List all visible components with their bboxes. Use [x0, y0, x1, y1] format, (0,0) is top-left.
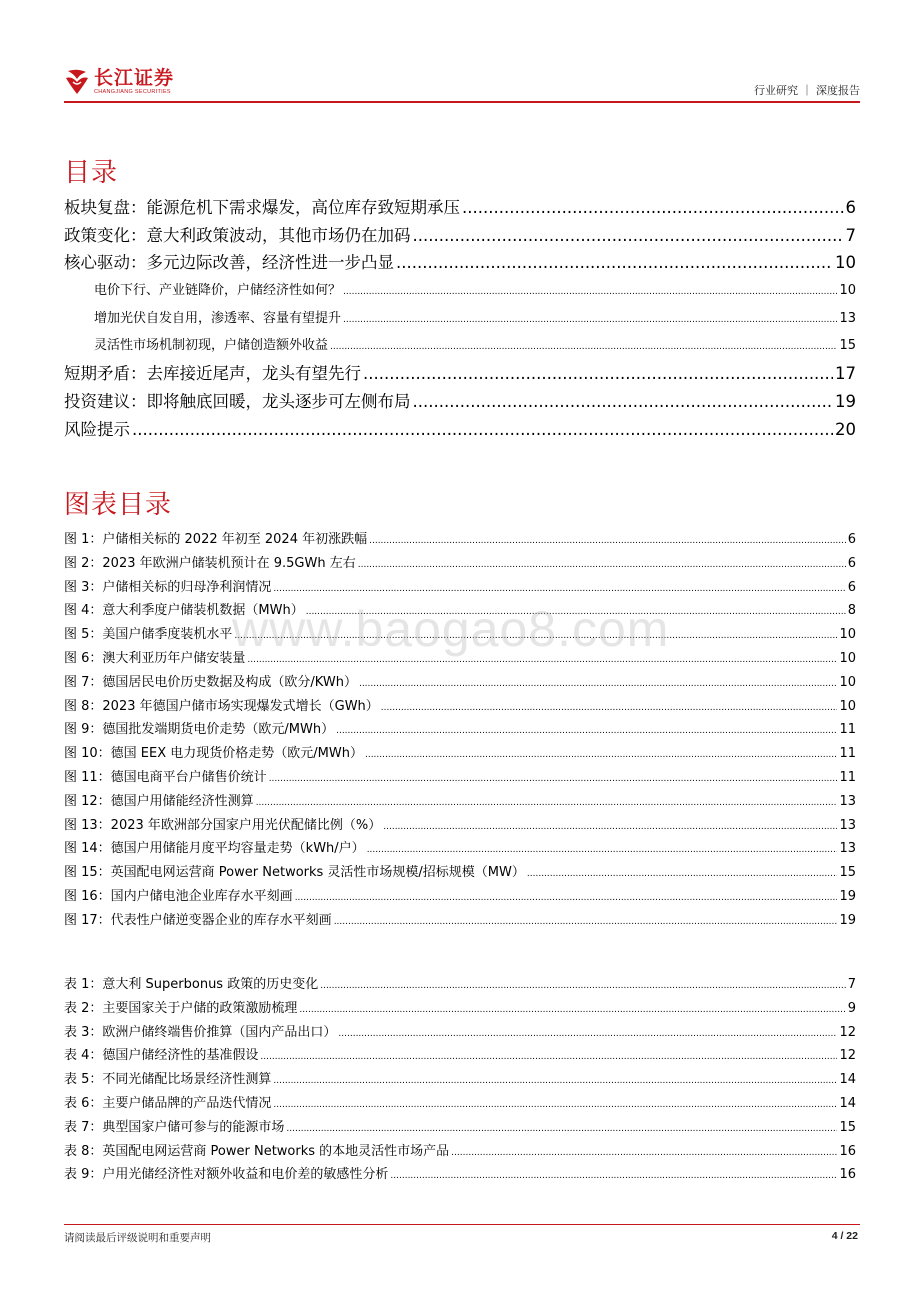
toc-entry[interactable]: 短期矛盾：去库接近尾声，龙头有望先行 ..... 17: [64, 360, 856, 388]
table-entry[interactable]: 表 1：意大利 Superbonus 政策的历史变化 ..... 7: [64, 973, 856, 997]
toc-subentry[interactable]: 灵活性市场机制初现，户储创造额外收益 ..... 15: [64, 332, 856, 360]
table-entry[interactable]: 表 9：户用光储经济性对额外收益和电价差的敏感性分析 ..... 16: [64, 1163, 856, 1187]
table-entry[interactable]: 表 2：主要国家关于户储的政策激励梳理 ..... 9: [64, 997, 856, 1021]
table-entry[interactable]: 表 6：主要户储品牌的产品迭代情况 ..... 14: [64, 1092, 856, 1116]
figure-entry[interactable]: 图 2：2023 年欧洲户储装机预计在 9.5GWh 左右 ..... 6: [64, 552, 856, 576]
toc-entry[interactable]: 风险提示 ..... 20: [64, 416, 856, 444]
figure-entry[interactable]: 图 15：英国配电网运营商 Power Networks 灵活性市场规模/招标规模（MW） ..... 15: [64, 861, 856, 885]
figure-entry[interactable]: 图 6：澳大利亚历年户储安装量 ..... 10: [64, 647, 856, 671]
toc-title: 目录: [64, 158, 119, 188]
watermark: www.baogao8.com: [232, 601, 670, 657]
figure-list-title: 图表目录: [64, 490, 173, 520]
table-entry[interactable]: 表 5：不同光储配比场景经济性测算 ..... 14: [64, 1068, 856, 1092]
figure-entry[interactable]: 图 3：户储相关标的归母净利润情况 ..... 6: [64, 576, 856, 600]
figure-entry[interactable]: 图 9：德国批发端期货电价走势（欧元/MWh） ..... 11: [64, 718, 856, 742]
header-divider: [64, 101, 860, 103]
logo-chinese-name: 长江证券: [94, 67, 175, 89]
toc-subentry[interactable]: 增加光伏自发自用，渗透率、容量有望提升 ..... 13: [64, 305, 856, 333]
table-entry[interactable]: 表 3：欧洲户储终端售价推算（国内产品出口） ..... 12: [64, 1021, 856, 1045]
disclaimer-note: 请阅读最后评级说明和重要声明: [64, 1232, 211, 1244]
toc-subentry[interactable]: 电价下行、产业链降价，户储经济性如何？ ..... 10: [64, 277, 856, 305]
figure-entry[interactable]: 图 11：德国电商平台户储售价统计 ..... 11: [64, 766, 856, 790]
table-list: [64, 973, 856, 1187]
table-entry[interactable]: 表 8：英国配电网运营商 Power Networks 的本地灵活性市场产品 ..... 16: [64, 1140, 856, 1164]
figure-entry[interactable]: 图 13：2023 年欧洲部分国家户用光伏配储比例（%） ..... 13: [64, 814, 856, 838]
toc-entry[interactable]: 板块复盘：能源危机下需求爆发，高位库存致短期承压 ..... 6: [64, 194, 856, 222]
figure-entry[interactable]: 图 5：美国户储季度装机水平 ..... 10: [64, 623, 856, 647]
figure-entry[interactable]: 图 14：德国户用储能月度平均容量走势（kWh/户） ..... 13: [64, 837, 856, 861]
logo-english-name: CHANGJIANG SECURITIES: [94, 89, 171, 95]
figure-entry[interactable]: 图 12：德国户用储能经济性测算 ..... 13: [64, 790, 856, 814]
changjiang-logo-icon: [64, 67, 90, 97]
table-entry[interactable]: 表 7：典型国家户储可参与的能源市场 ..... 15: [64, 1116, 856, 1140]
figure-entry[interactable]: 图 1：户储相关标的 2022 年初至 2024 年初涨跌幅 ..... 6: [64, 528, 856, 552]
toc-entry[interactable]: 政策变化：意大利政策波动，其他市场仍在加码 ..... 7: [64, 222, 856, 250]
figure-list: [64, 528, 856, 933]
company-logo: [64, 64, 174, 100]
figure-entry[interactable]: 图 8：2023 年德国户储市场实现爆发式增长（GWh） ..... 10: [64, 695, 856, 719]
page-number: 4 / 22: [831, 1230, 858, 1242]
figure-entry[interactable]: 图 17：代表性户储逆变器企业的库存水平刻画 ..... 19: [64, 909, 856, 933]
footer-divider: [64, 1224, 860, 1225]
toc-entry[interactable]: 投资建议：即将触底回暖，龙头逐步可左侧布局 ..... 19: [64, 388, 856, 416]
toc-entry[interactable]: 核心驱动：多元边际改善，经济性进一步凸显 ..... 10: [64, 249, 856, 277]
page-header: [64, 64, 860, 104]
figure-entry[interactable]: 图 7：德国居民电价历史数据及构成（欧分/KWh） ..... 10: [64, 671, 856, 695]
report-type-label: 行业研究 ｜ 深度报告: [754, 84, 860, 97]
table-of-contents: [64, 194, 856, 443]
figure-entry[interactable]: 图 10：德国 EEX 电力现货价格走势（欧元/MWh） ..... 11: [64, 742, 856, 766]
figure-entry[interactable]: 图 4：意大利季度户储装机数据（MWh） ..... 8: [64, 599, 856, 623]
figure-entry[interactable]: 图 16：国内户储电池企业库存水平刻画 ..... 19: [64, 885, 856, 909]
table-entry[interactable]: 表 4：德国户储经济性的基准假设 ..... 12: [64, 1044, 856, 1068]
